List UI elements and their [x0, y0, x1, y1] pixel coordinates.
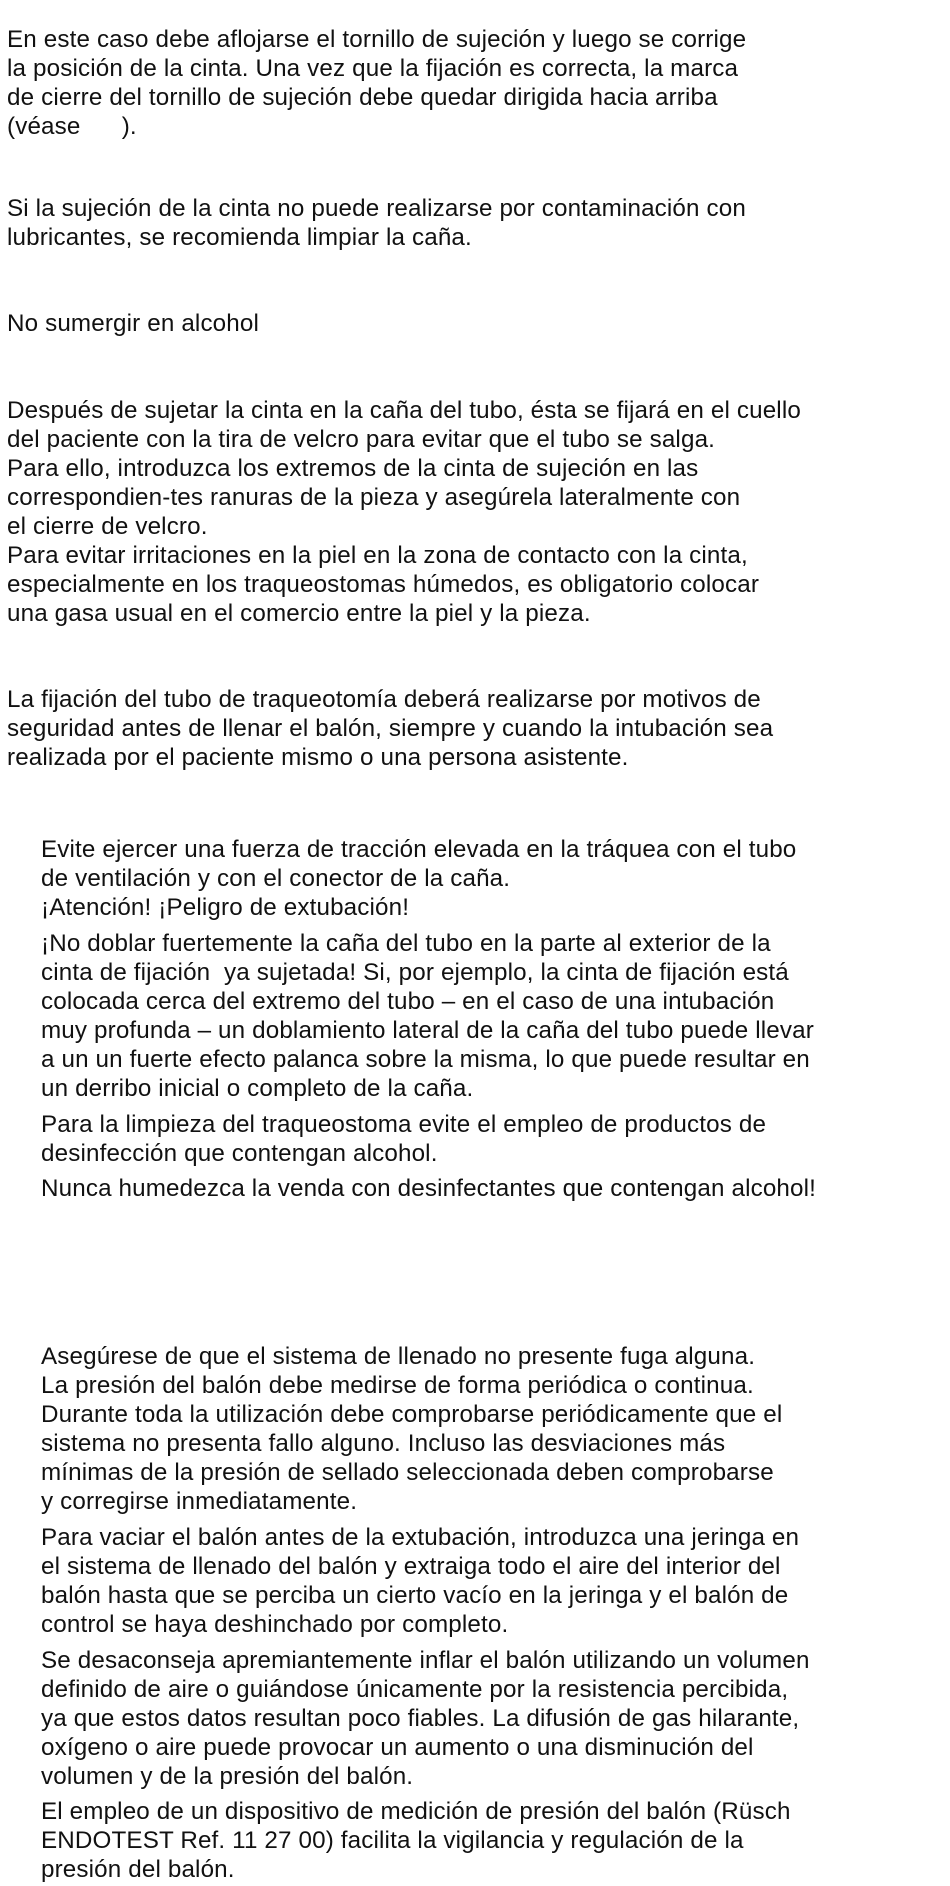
warning-stoma-cleaning: Para la limpieza del traqueostoma evite el empleo de productos de desinfección que contengan alcohol.: [41, 1111, 767, 1167]
paragraph-tape-adjustment: En este caso debe aflojarse el tornillo de sujeción y luego se corrige la posición de la cinta. Una vez que la fijación es correcta, la marca de cierre del tornillo de sujeción debe quedar dirigida hacia arriba (véase ).: [7, 26, 747, 140]
note-inflation-volume: Se desaconseja apremiantemente inflar el balón utilizando un volumen definido de aire o guiándose únicamente por la resistencia percibida, ya que estos datos resultan poco fiables. La difusión de gas hilarante, oxígeno o aire puede provocar un aumento o una disminución del volumen y de la presión del balón.: [41, 1647, 810, 1790]
note-pressure-device: El empleo de un dispositivo de medición de presión del balón (Rüsch ENDOTEST Ref. 11 27 00) facilita la vigilancia y regulación de la presión del balón.: [41, 1798, 791, 1883]
warning-bending: ¡No doblar fuertemente la caña del tubo en la parte al exterior de la cinta de fijación ya sujetada! Si, por ejemplo, la cinta de fijación está colocada cerca del extremo del tubo – en el caso de una intubación muy profunda – un doblamiento lateral de la caña del tubo puede llevar a un un fuerte efecto palanca sobre la misma, lo que puede resultar en un derribo inicial o completo de la caña.: [41, 930, 814, 1102]
paragraph-lubricant-contamination: Si la sujeción de la cinta no puede realizarse por contaminación con lubricantes, se recomienda limpiar la caña.: [7, 195, 746, 251]
paragraph-safety-fixation: La fijación del tubo de traqueotomía deberá realizarse por motivos de seguridad antes de llenar el balón, siempre y cuando la intubación sea realizada por el paciente mismo o una persona asistente.: [7, 686, 774, 771]
warning-traction: Evite ejercer una fuerza de tracción elevada en la tráquea con el tubo de ventilación y con el conector de la caña. ¡Atención! ¡Peligro de extubación!: [41, 836, 797, 921]
paragraph-no-alcohol: No sumergir en alcohol: [7, 310, 260, 337]
paragraph-neck-fixation: Después de sujetar la cinta en la caña del tubo, ésta se fijará en el cuello del paciente con la tira de velcro para evitar que el tubo se salga. Para ello, introduzca los extremos de la cinta de sujeción en las correspondien-tes ranuras de la pieza y asegúrela lateralmente con el cierre de velcro. Para evitar irritaciones en la piel en la zona de contacto con la cinta, especialmente en los traqueostomas húmedos, es obligatorio colocar una gasa usual en el comercio entre la piel y la pieza.: [7, 397, 801, 627]
note-deflate-cuff: Para vaciar el balón antes de la extubación, introduzca una jeringa en el sistema de llenado del balón y extraiga todo el aire del interior del balón hasta que se perciba un cierto vacío en la jeringa y el balón de control se haya deshinchado por completo.: [41, 1524, 800, 1638]
note-filling-system: Asegúrese de que el sistema de llenado no presente fuga alguna. La presión del balón debe medirse de forma periódica o continua. Durante toda la utilización debe comprobarse periódicamente que el sistema no presenta fallo alguno. Incluso las desviaciones más mínimas de la presión de sellado seleccionada deben comprobarse y corregirse inmediatamente.: [41, 1343, 783, 1515]
warning-bandage: Nunca humedezca la venda con desinfectantes que contengan alcohol!: [41, 1175, 817, 1202]
